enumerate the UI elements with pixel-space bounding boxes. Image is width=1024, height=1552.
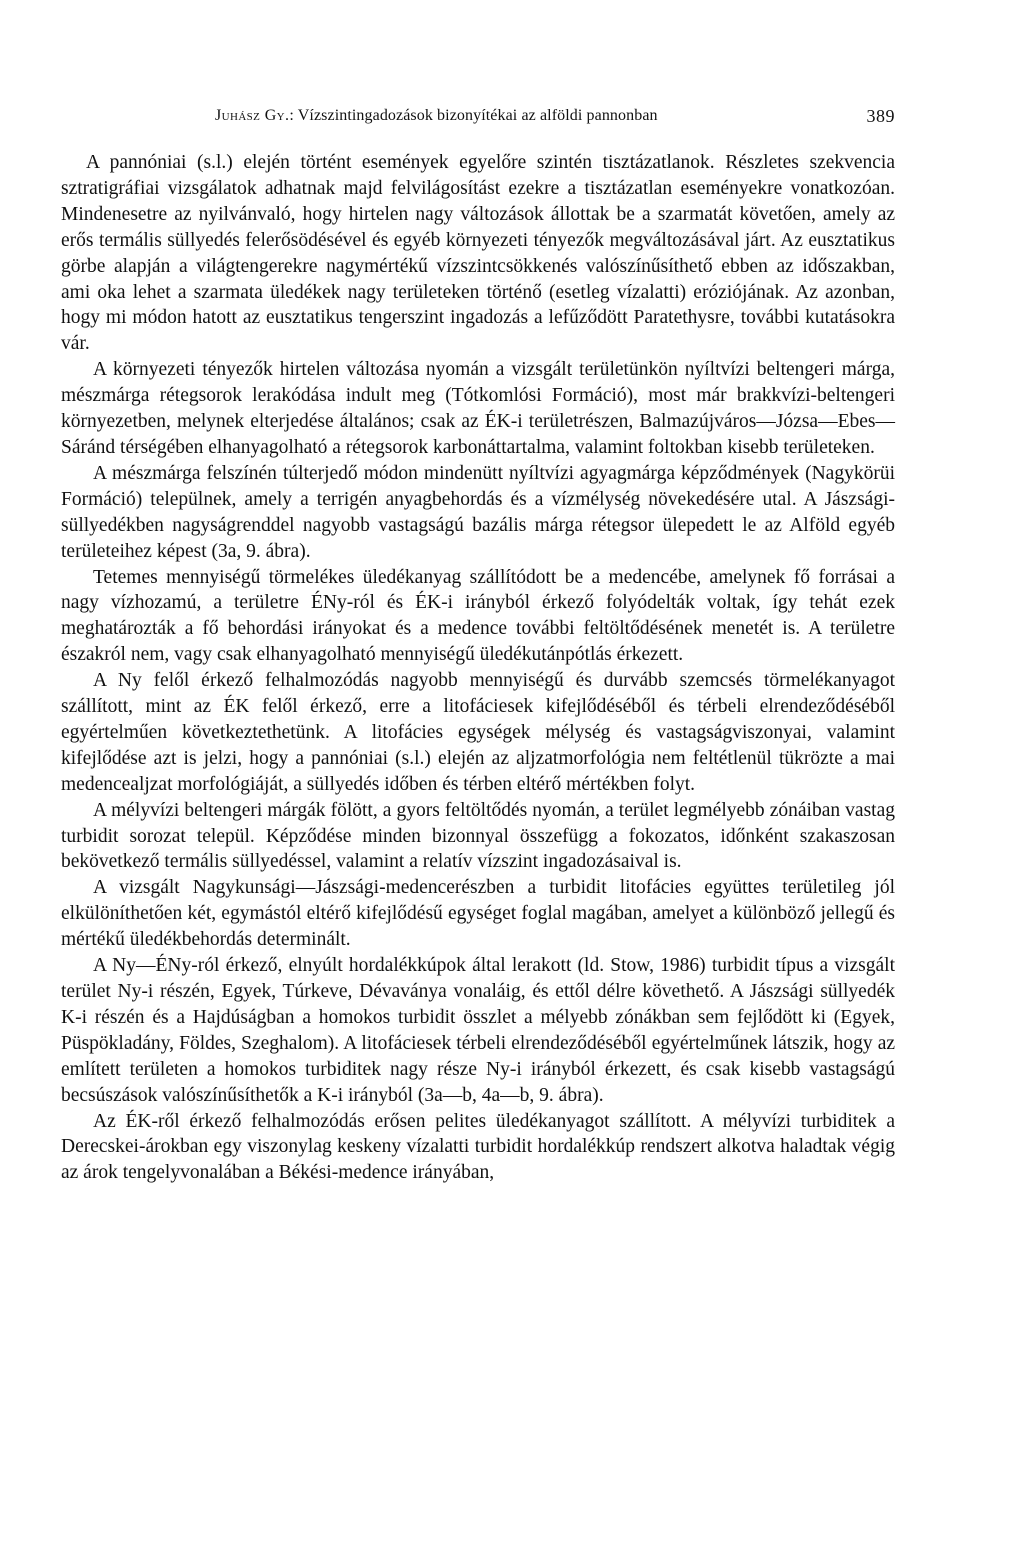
paragraph: A vizsgált Nagykunsági—Jászsági-medencerészben a turbidit litofácies együttes területileg jól elkülöníthetően két, egymástól eltérő kifejlődésű egységet foglal magában, amelyet a különböző jellegű és mértékű üledékbehordás determinált. <box>61 877 895 951</box>
paragraph: A Ny—ÉNy-ról érkező, elnyúlt hordalékkúpok által lerakott (ld. Stow, 1986) turbidit típus a vizsgált terület Ny-i részén, Egyek, Túrkeve, Dévaványa vonaláig, és ettől délre követhető. A Jászsági süllyedék K-i részén és a Hajdúságban a homokos turbidit összlet a mélyebb zónákban sem fejlődött ki (Egyek, Püspökladány, Földes, Szeghalom). A litofáciesek térbeli elrendeződéséből egyértelműnek látszik, hogy az említett területen a homokos turbiditek nagy része Ny-i irányból érkezett, és csak kisebb vastagságú becsúszások valószínűsíthetők a K-i irányból (3a—b, 4a—b, 9. ábra). <box>61 955 895 1106</box>
paragraph: A pannóniai (s.l.) elején történt események egyelőre szintén tisztázatlanok. Részletes szekvencia sztratigráfiai vizsgálatok adhatnak majd felvilágosítást ezekre a tisztázatlan eseményekre vonatkozóan. Mindenesetre az nyilvánvaló, hogy hirtelen nagy változások állottak be a szarmatát követően, amely az erős termális süllyedés felerősödésével és egyéb környezeti tényezők megváltozásával járt. Az eusztatikus görbe alapján a világtengerekre nagymértékű vízszintcsökkenés valószínűsíthető ebben az időszakban, ami oka lehet a szarmata üledékek nagy területeken történő (esetleg vízalatti) eróziójának. Az azonban, hogy mi módon hatott az eusztatikus tengerszint ingadozás a lefűződött Paratethysre, további kutatásokra vár. <box>61 152 895 355</box>
body-text <box>61 150 895 1186</box>
paragraph: Az ÉK-ről érkező felhalmozódás erősen pelites üledékanyagot szállított. A mélyvízi turbiditek a Derecskei-árokban egy viszonylag keskeny vízalatti turbidit hordalékkúp rendszert alkotva haladtak végig az árok tengelyvonalában a Békési-medence irányában, <box>61 1110 895 1184</box>
page-number: 389 <box>866 106 895 126</box>
running-header <box>215 103 895 129</box>
paragraph: A mélyvízi beltengeri márgák fölött, a gyors feltöltődés nyomán, a terület legmélyebb zónáiban vastag turbidit sorozat települ. Képződése minden bizonnyal összefügg a fokozatos, időnként szakaszosan bekövetkező termális süllyedéssel, valamint a relatív vízszint ingadozásaival is. <box>61 799 895 873</box>
paragraph: A környezeti tényezők hirtelen változása nyomán a vizsgált területünkön nyíltvízi beltengeri márga, mészmárga rétegsorok lerakódása indult meg (Tótkomlósi Formáció), most már brakkvízi-beltengeri környezetben, melynek elterjedése általános; csak az ÉK-i területrészen, Balmazújváros—Józsa—Ebes—Sáránd térségében elhanyagolható a rétegsorok karbonáttartalma, valamint foltokban kisebb területeken. <box>61 359 895 458</box>
header-title: : Vízszintingadozások bizonyítékai az alföldi pannonban <box>289 107 658 124</box>
paragraph: Tetemes mennyiségű törmelékes üledékanyag szállítódott be a medencébe, amelynek fő forrásai a nagy vízhozamú, a területre ÉNy-ról és ÉK-i irányból érkező folyódelták voltak, így tehát ezek meghatározták a fő behordási irányokat és a medence további feltöltődésének menetét is. A területre északról nem, vagy csak elhanyagolható mennyiségű üledékutánpótlás érkezett. <box>61 566 895 666</box>
paragraph: A mészmárga felszínén túlterjedő módon mindenütt nyíltvízi agyagmárga képződmények (Nagykörüi Formáció) települnek, amely a terrigén anyagbehordás és a vízmélység növekedésére utal. A Jászsági-süllyedékben nagyságrenddel nagyobb vastagságú bazális márga rétegsor ülepedett le az Alföld egyéb területeihez képest (3a, 9. ábra). <box>61 462 895 562</box>
header-author: Juhász Gy. <box>215 107 290 124</box>
paragraph: A Ny felől érkező felhalmozódás nagyobb mennyiségű és durvább szemcsés törmelékanyagot szállított, mint az ÉK felől érkező, erre a litofáciesek kifejlődéséből és térbeli elrendeződéséből egyértelműen következtethetünk. A litofácies egységek mélység és vastagságviszonyai, valamint kifejlődése azt is jelzi, hogy a pannóniai (s.l.) elején az aljzatmorfológia nem feltétlenül tükrözte a mai medencealjzat morfológiáját, a süllyedés időben és térben eltérő mértékben folyt. <box>61 670 895 795</box>
